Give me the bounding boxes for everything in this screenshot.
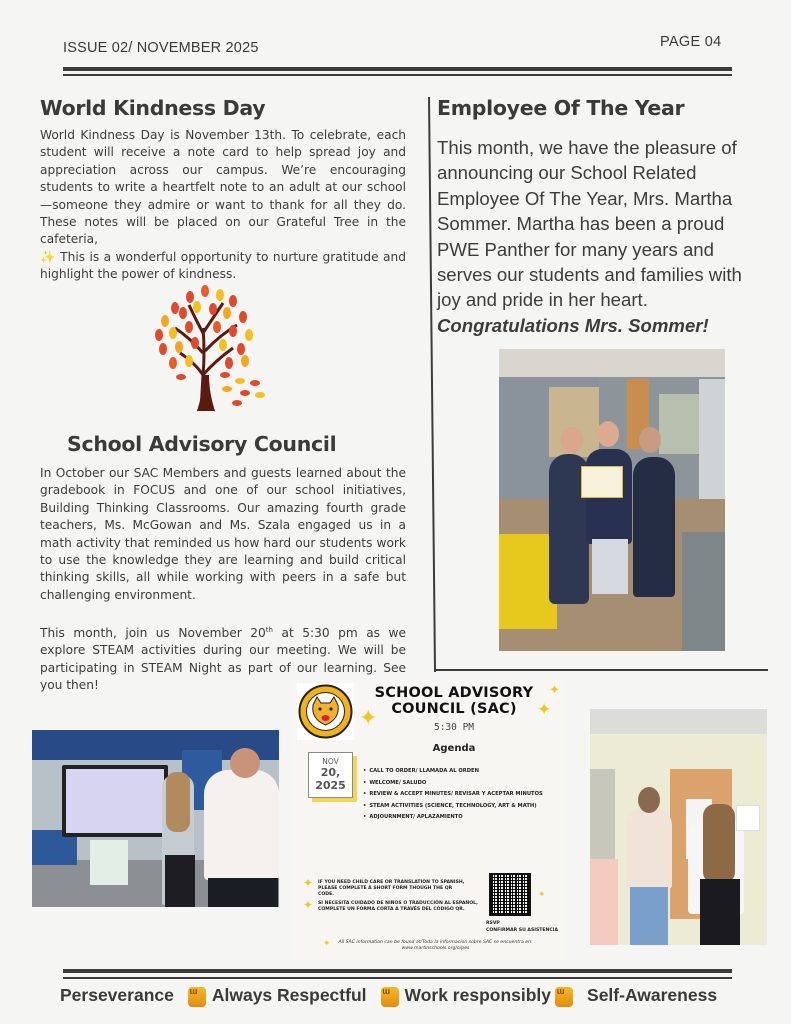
flyer-time: 5:30 PM xyxy=(433,722,475,733)
school-values xyxy=(60,985,750,1006)
employee-body-text: This month, we have the pleasure of announcing our School Related Employee Of The Year, Mrs. Martha Sommer. Martha has been a proud PWE Panther for many years and serves our students and families with joy and pride in her heart. xyxy=(437,137,742,311)
paw-icon xyxy=(555,987,573,1007)
employee-title: Employee Of The Year xyxy=(437,96,685,120)
flyer-agenda-list xyxy=(363,768,543,826)
footer-rule-thin xyxy=(63,977,732,979)
sac-title: School Advisory Council xyxy=(67,432,337,456)
sparkle-icon: ✦ xyxy=(538,890,546,900)
page-number: PAGE 04 xyxy=(660,34,722,50)
sac-body-2-a: This month, join us November 20 xyxy=(40,626,266,641)
agenda-item: • REVIEW & ACCEPT MINUTES/ REVISAR Y ACEPTAR MINUTOS xyxy=(363,791,543,797)
flyer-date-year: 2025 xyxy=(315,779,346,792)
sac-flyer xyxy=(293,680,565,960)
header-rule-thin xyxy=(63,74,732,76)
kindness-title: World Kindness Day xyxy=(40,96,266,120)
flyer-footer xyxy=(313,940,558,952)
sparkle-icon: ✦ xyxy=(549,683,560,698)
sparkle-icon: ✦ xyxy=(537,700,552,720)
value-always-respectful: Always Respectful xyxy=(211,985,367,1005)
agenda-item: • ADJOURNMENT/ APLAZAMIENTO xyxy=(363,814,543,820)
kindness-body-text: World Kindness Day is November 13th. To celebrate, each student will receive a note card to help spread joy and appreciation across our campus. We’re encouraging students to write a heartfelt note to an adult at our school—someone they admire or want to thank for all they do. These notes will be placed on our Grateful Tree in the cafeteria, xyxy=(40,128,406,247)
employee-body xyxy=(437,135,767,338)
flyer-note-es: SI NECESITA CUIDADO DE NIÑOS O TRADUCCIÓN AL ESPAÑOL, COMPLETE UN FORMA CORTA A TRAVÉS DEL CÓDIGO QR. xyxy=(318,901,478,912)
rsvp-qr-code[interactable] xyxy=(489,873,531,916)
flyer-agenda-label: Agenda xyxy=(432,743,476,754)
kindness-body-text-2: This is a wonderful opportunity to nurture gratitude and highlight the power of kindness. xyxy=(40,249,406,282)
sac-body-2-sup: th xyxy=(265,626,273,634)
header-rule-thick xyxy=(63,67,732,71)
paw-icon xyxy=(188,987,206,1007)
value-work-responsibly: Work responsibly xyxy=(404,985,552,1005)
employee-congrats: Congratulations Mrs. Sommer! xyxy=(437,314,709,336)
footer-rule-thick xyxy=(63,969,732,973)
agenda-item: • CALL TO ORDER/ LLAMADA AL ORDEN xyxy=(363,768,543,774)
panther-logo-icon xyxy=(297,683,354,740)
employee-photo xyxy=(499,349,725,651)
sparkle-icon: ✦ xyxy=(359,706,378,731)
sparkle-icon: ✨ xyxy=(40,249,56,264)
tree-icon xyxy=(145,283,270,415)
sac-body-2-b: at 5:30 pm as we explore STEAM activities during our meeting. We will be participating in STEAM Night as part of our learning. See you then! xyxy=(40,626,406,693)
paw-icon xyxy=(381,987,399,1007)
flyer-note-en: IF YOU NEED CHILD CARE OR TRANSLATION TO SPANISH, PLEASE COMPLETE A SHORT FORM THOUGH THE QR CODE. xyxy=(318,880,465,897)
flyer-date-month: NOV xyxy=(322,757,339,766)
value-self-awareness: Self-Awareness xyxy=(587,985,718,1005)
agenda-item: • WELCOME/ SALUDO xyxy=(363,780,543,786)
sac-meeting-photo xyxy=(32,730,279,907)
sparkle-icon: ✦ xyxy=(323,939,331,949)
flyer-date-box xyxy=(308,752,353,798)
certificate xyxy=(581,466,623,498)
flyer-rsvp: RSVP xyxy=(486,921,500,926)
issue-label: ISSUE 02/ NOVEMBER 2025 xyxy=(63,40,259,56)
flyer-footer-text: All SAC information can be found at/Toda la informacion sobre SAC se encuentra en: xyxy=(338,940,533,945)
column-divider-vertical xyxy=(428,97,436,672)
column-divider-horizontal xyxy=(434,669,768,671)
kindness-body xyxy=(40,127,406,284)
sparkle-icon: ✦ xyxy=(303,876,314,890)
school-logo xyxy=(297,683,354,740)
flyer-date-day: 20, xyxy=(320,766,341,779)
sac-body-1: In October our SAC Members and guests learned about the gradebook in FOCUS and one of our school initiatives, Building Thinking Classrooms. Our amazing fourth grade teachers, Ms. McGowan and Ms. Szala engaged us in a math activity that reminded us how hard our students work to use the knowledge they are learning and build critical thinking skills, all while working with peers in a safe but challenging environment. xyxy=(40,466,406,602)
flyer-rsvp-es: CONFIRMAR SU ASISTENCIA xyxy=(486,928,559,933)
sparkle-icon: ✦ xyxy=(303,898,314,912)
parents-door-photo xyxy=(590,709,767,945)
value-perseverance: Perseverance xyxy=(60,985,174,1005)
flyer-url[interactable]: www.martinschools.org/o/pes xyxy=(401,946,470,951)
autumn-tree-image xyxy=(145,283,270,415)
agenda-item: • STEAM ACTIVITIES (SCIENCE, TECHNOLOGY, ART & MATH) xyxy=(363,803,543,809)
flyer-title: SCHOOL ADVISORY COUNCIL (SAC) xyxy=(374,685,534,717)
